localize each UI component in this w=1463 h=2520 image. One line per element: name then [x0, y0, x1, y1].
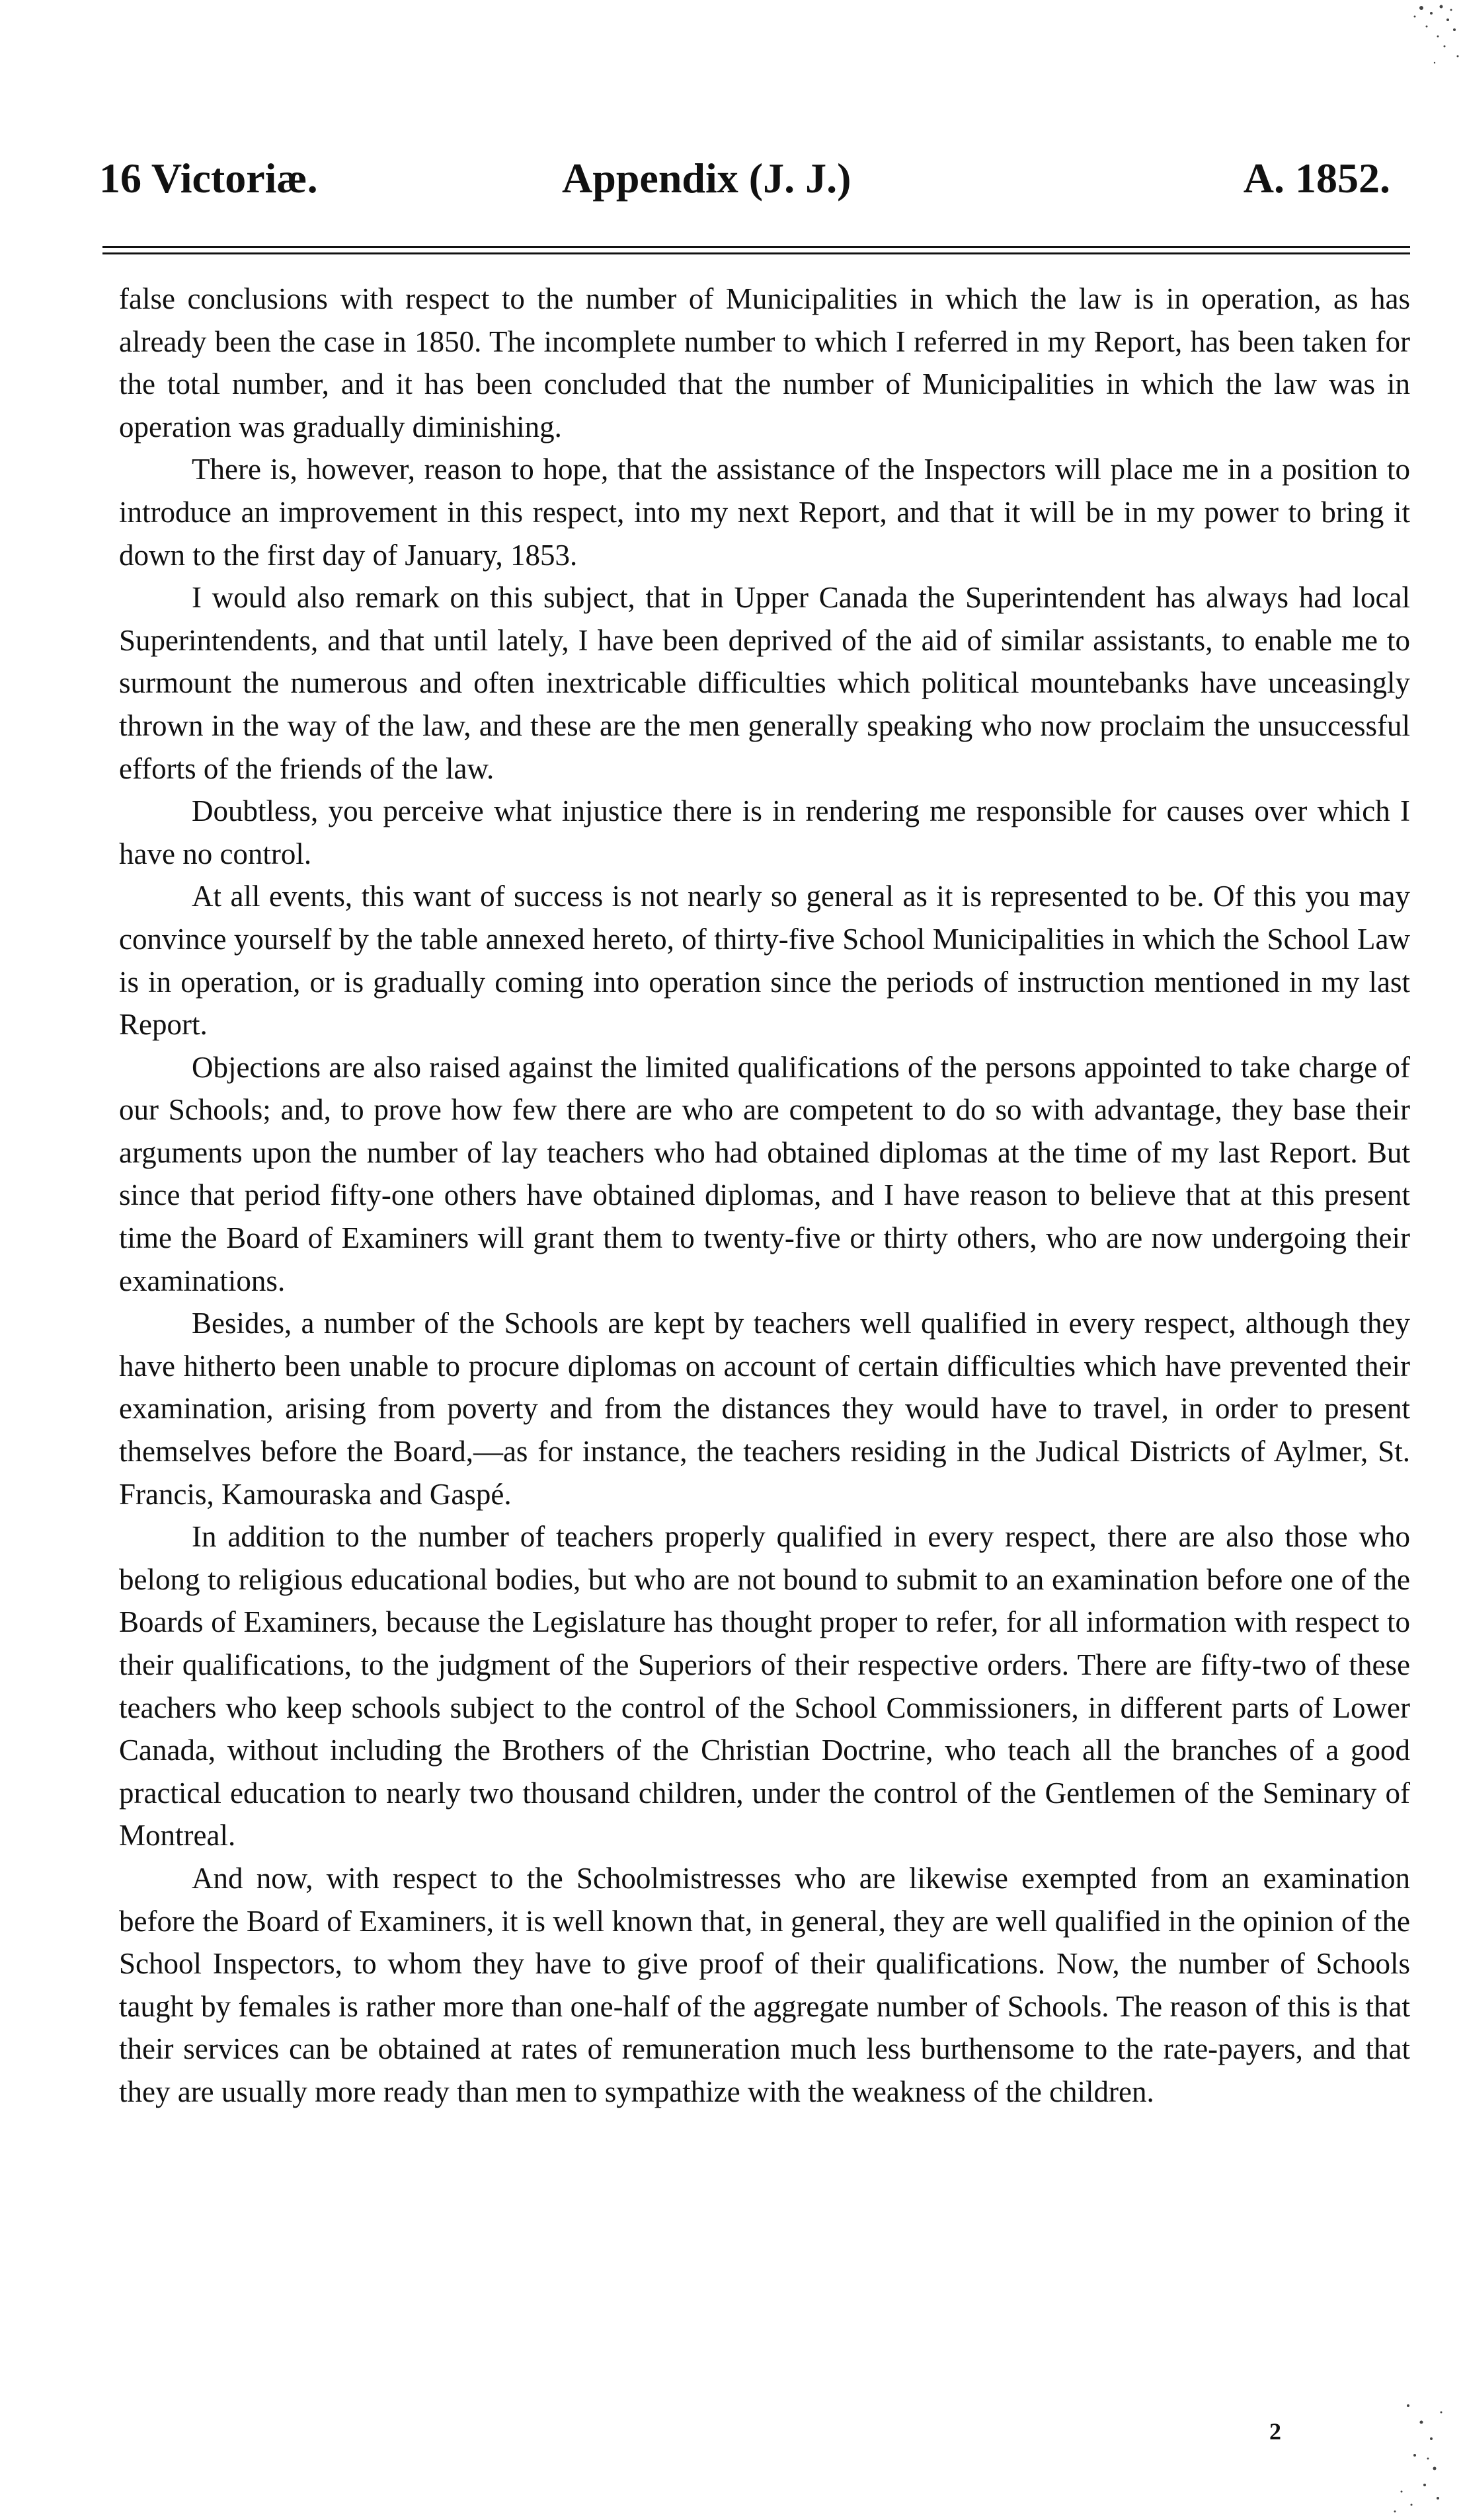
paragraph-9: And now, with respect to the Schoolmistresses who are likewise exempted from an examination before the Board of Examiners, it is well known that, in general, they are well qualified in the opinion of the School Inspectors, to whom they have to give proof of their qualifications. Now, the number of Schools taught by females is rather more than one-half of the aggregate number of Schools. The reason of this is that their services can be obtained at rates of remuneration much less burthensome to the rate-payers, and that they are usually more ready than men to sympathize with the weakness of the children.: [119, 1861, 1410, 2108]
header-rule-top: [102, 246, 1410, 248]
page-number: 2: [1269, 2418, 1281, 2445]
header-rule-bottom: [102, 252, 1410, 254]
header-year: A. 1852.: [1243, 155, 1390, 202]
paragraph-4: Doubtless, you perceive what injustice there is in rendering me responsible for causes over which I have no control.: [119, 794, 1410, 870]
scan-noise-top: [1349, 0, 1463, 99]
paragraph-3: I would also remark on this subject, that in Upper Canada the Superintendent has always had local Superintendents, and that until lately, I have been deprived of the aid of similar assistants, to enable me to surmount the numerous and often inextricable difficulties which political mountebanks have unceasingly thrown in the way of the law, and these are the men generally speaking who now proclaim the unsuccessful efforts of the friends of the law.: [119, 581, 1410, 785]
header-session: 16 Victoriæ.: [99, 155, 318, 202]
paragraph-2: There is, however, reason to hope, that the assistance of the Inspectors will place me in a position to introduce an improvement in this respect, into my next Report, and that it will be in my power to bring it down to the first day of January, 1853.: [119, 453, 1410, 572]
paragraph-5: At all events, this want of success is not nearly so general as it is represented to be. Of this you may convince yourself by the table annexed hereto, of thirty-five School Municipalities in which the School Law is in operation, or is gradually coming into operation since the periods of instruction mentioned in my last Report.: [119, 880, 1410, 1042]
paragraph-7: Besides, a number of the Schools are kept by teachers well qualified in every respect, although they have hitherto been unable to procure diplomas on account of certain difficulties which have prevented their examination, arising from poverty and from the distances they would have to travel, in order to present themselves before the Board,—as for instance, the teachers residing in the Judical Districts of Aylmer, St. Francis, Kamouraska and Gaspé.: [119, 1307, 1410, 1511]
scan-noise-bottom: [1329, 2392, 1448, 2518]
running-header: [99, 149, 1390, 208]
paragraph-6: Objections are also raised against the limited qualifications of the persons appointed to take charge of our Schools; and, to prove how few there are who are competent to do so with advantage, they base their arguments upon the number of lay teachers who had obtained diplomas at the time of my last Report. But since that period fifty-one others have obtained diplomas, and I have reason to believe that at this present time the Board of Examiners will grant them to twenty-five or thirty others, who are now undergoing their examinations.: [119, 1050, 1410, 1297]
body-text: [119, 278, 1410, 2114]
paragraph-8: In addition to the number of teachers properly qualified in every respect, there are also those who belong to religious educational bodies, but who are not bound to submit to an examination before one of the Boards of Examiners, because the Legislature has thought proper to refer, for all information with respect to their qualifications, to the judgment of the Superiors of their respective orders. There are fifty-two of these teachers who keep schools subject to the control of the School Commissioners, in different parts of Lower Canada, without including the Brothers of the Christian Doctrine, who teach all the branches of a good practical education to nearly two thousand children, under the control of the Gentlemen of the Seminary of Montreal.: [119, 1520, 1410, 1852]
header-appendix: Appendix (J. J.): [562, 155, 851, 202]
paragraph-1: false conclusions with respect to the number of Municipalities in which the law is in operation, as has already been the case in 1850. The incomplete number to which I referred in my Report, has been taken for the total number, and it has been concluded that the number of Municipalities in which the law was in operation was gradually diminishing.: [119, 282, 1410, 443]
